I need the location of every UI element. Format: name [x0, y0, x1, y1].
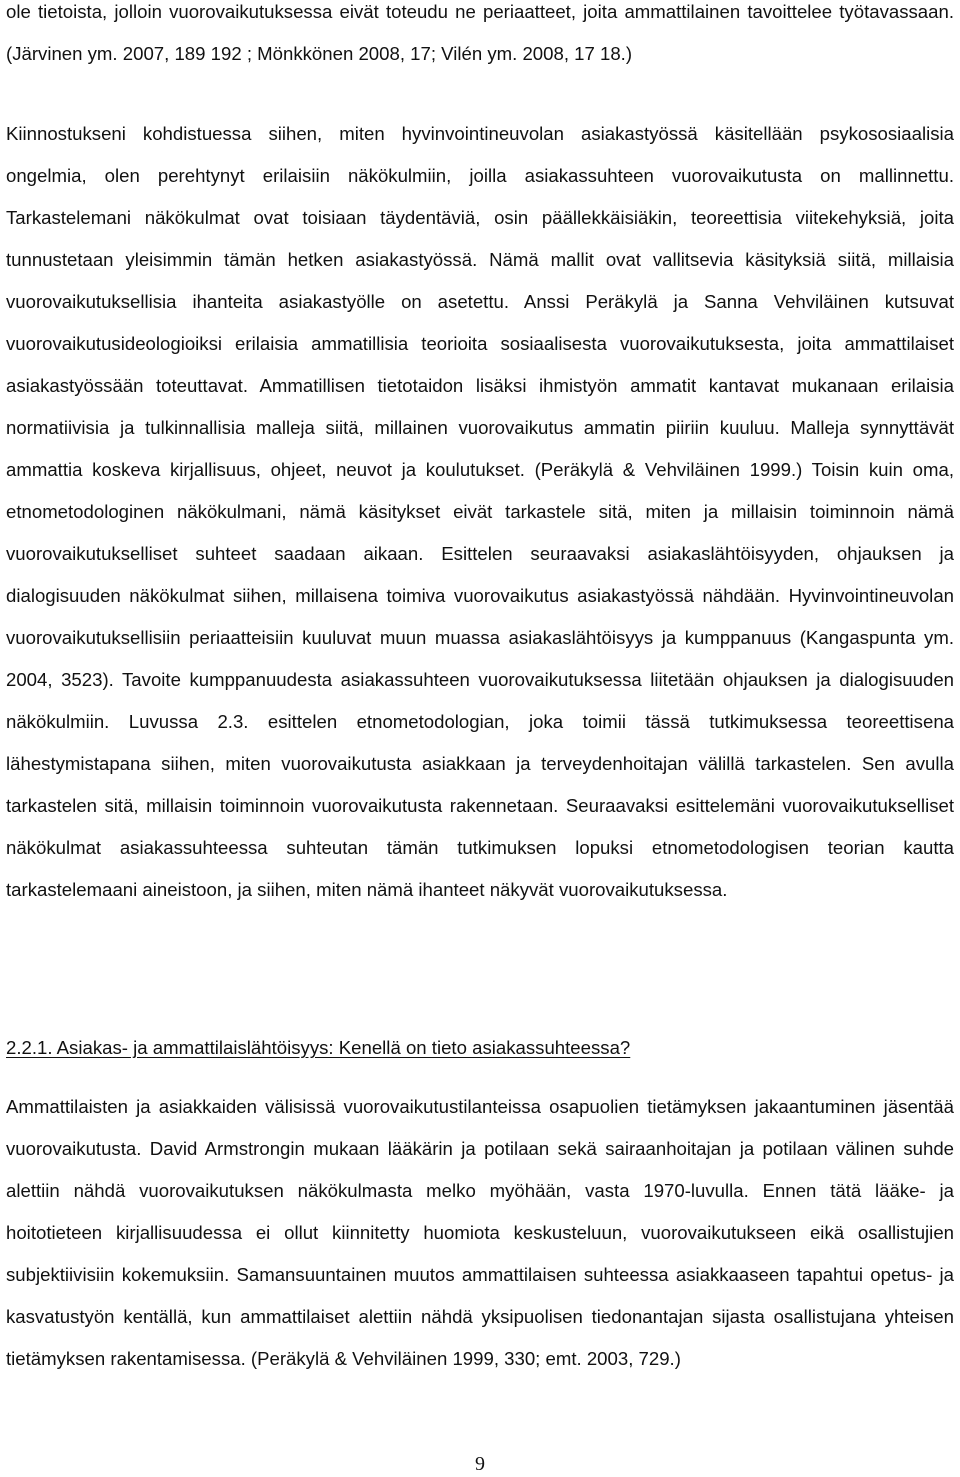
paragraph-models: Kiinnostukseni kohdistuessa siihen, miten hyvinvointineuvolan asiakastyössä käsitellään psykososiaalisia ongelmia, olen perehtynyt erilaisiin näkökulmiin, joilla asiakassuhteen vuorovaikutusta on mallinnettu. Tarkastelemani näkökulmat ovat toisiaan täydentäviä, osin päällekkäisiäkin, teoreettisia viitekehyksiä, joita tunnustetaan yleisimmin tämän hetken asiakastyössä. Nämä mallit ovat vallitsevia käsityksiä siitä, millaisia vuorovaikutuksellisia ihanteita asiakastyölle on asetettu. Anssi Peräkylä ja Sanna Vehviläinen kutsuvat vuorovaikutusideologioiksi erilaisia ammatillisia teorioita sosiaalisesta vuorovaikutuksesta, joita ammattilaiset asiakastyössään toteuttavat. Ammatillisen tietotaidon lisäksi ihmistyön ammatit kantavat mukanaan erilaisia normatiivisia ja tulkinnallisia malleja siitä, millainen vuorovaikutus ammatin piiriin kuuluu. Malleja synnyttävät ammattia koskeva kirjallisuus, ohjeet, neuvot ja koulutukset. (Peräkylä & Vehviläinen 1999.) Toisin kuin oma, etnometodologinen näkökulmani, nämä käsitykset eivät tarkastele sitä, miten ja millaisin toiminnoin nämä vuorovaikutukselliset suhteet saadaan aikaan. Esittelen seuraavaksi asiakaslähtöisyyden, ohjauksen ja dialogisuuden näkökulmat siihen, millaisena toimiva vuorovaikutus asiakastyössä nähdään. Hyvinvointineuvolan vuorovaikutuksellisiin periaatteisiin kuuluvat muun muassa asiakaslähtöisyys ja kumppanuus (Kangaspunta ym. 2004, 3523). Tavoite kumppanuudesta asiakassuhteen vuorovaikutuksessa liitetään ohjauksen ja dialogisuuden näkökulmiin. Luvussa 2.3. esittelen etnometodologian, joka toimii tässä tutkimuksessa teoreettisena lähestymistapana siihen, miten vuorovaikutusta asiakkaan ja terveydenhoitajan välillä tarkastelen. Sen avulla tarkastelen sitä, millaisin toiminnoin vuorovaikutusta rakennetaan. Seuraavaksi esittelemäni vuorovaikutukselliset näkökulmat asiakassuhteessa suhteutan tämän tutkimuksen lopuksi etnometodologisen teorian kautta tarkastelemaani aineistoon, ja siihen, miten nämä ihanteet näkyvät vuorovaikutuksessa.: [6, 123, 954, 900]
paragraph-knowledge: Ammattilaisten ja asiakkaiden välisissä vuorovaikutustilanteissa osapuolien tietämyksen jakaantuminen jäsentää vuorovaikutusta. David Armstrongin mukaan lääkärin ja potilaan sekä sairaanhoitajan ja potilaan välinen suhde alettiin nähdä vuorovaikutuksen näkökulmasta melko myöhään, vasta 1970-luvulla. Ennen tätä lääke- ja hoitotieteen kirjallisuudessa ei ollut kiinnitetty huomiota keskusteluun, vuorovaikutukseen eikä osallistujien subjektiivisiin kokemuksiin. Samansuuntainen muutos ammattilaisen suhteessa asiakkaaseen tapahtui opetus- ja kasvatustyön kentällä, kun ammattilaiset alettiin nähdä yksipuolisen tiedonantajan sijasta osallistujana yhteisen tietämyksen rakentamisessa. (Peräkylä & Vehviläinen 1999, 330; emt. 2003, 729.): [6, 1096, 954, 1369]
section-heading: 2.2.1. Asiakas- ja ammattilaislähtöisyys: Kenellä on tieto asiakassuhteessa?: [6, 1037, 631, 1058]
paragraph-intro: ole tietoista, jolloin vuorovaikutuksessa eivät toteudu ne periaatteet, joita ammattilainen tavoittelee työtavassaan. (Järvinen ym. 2007, 189 192 ; Mönkkönen 2008, 17; Vilén ym. 2008, 17 18.): [6, 1, 954, 64]
page-number: 9: [475, 1453, 485, 1475]
